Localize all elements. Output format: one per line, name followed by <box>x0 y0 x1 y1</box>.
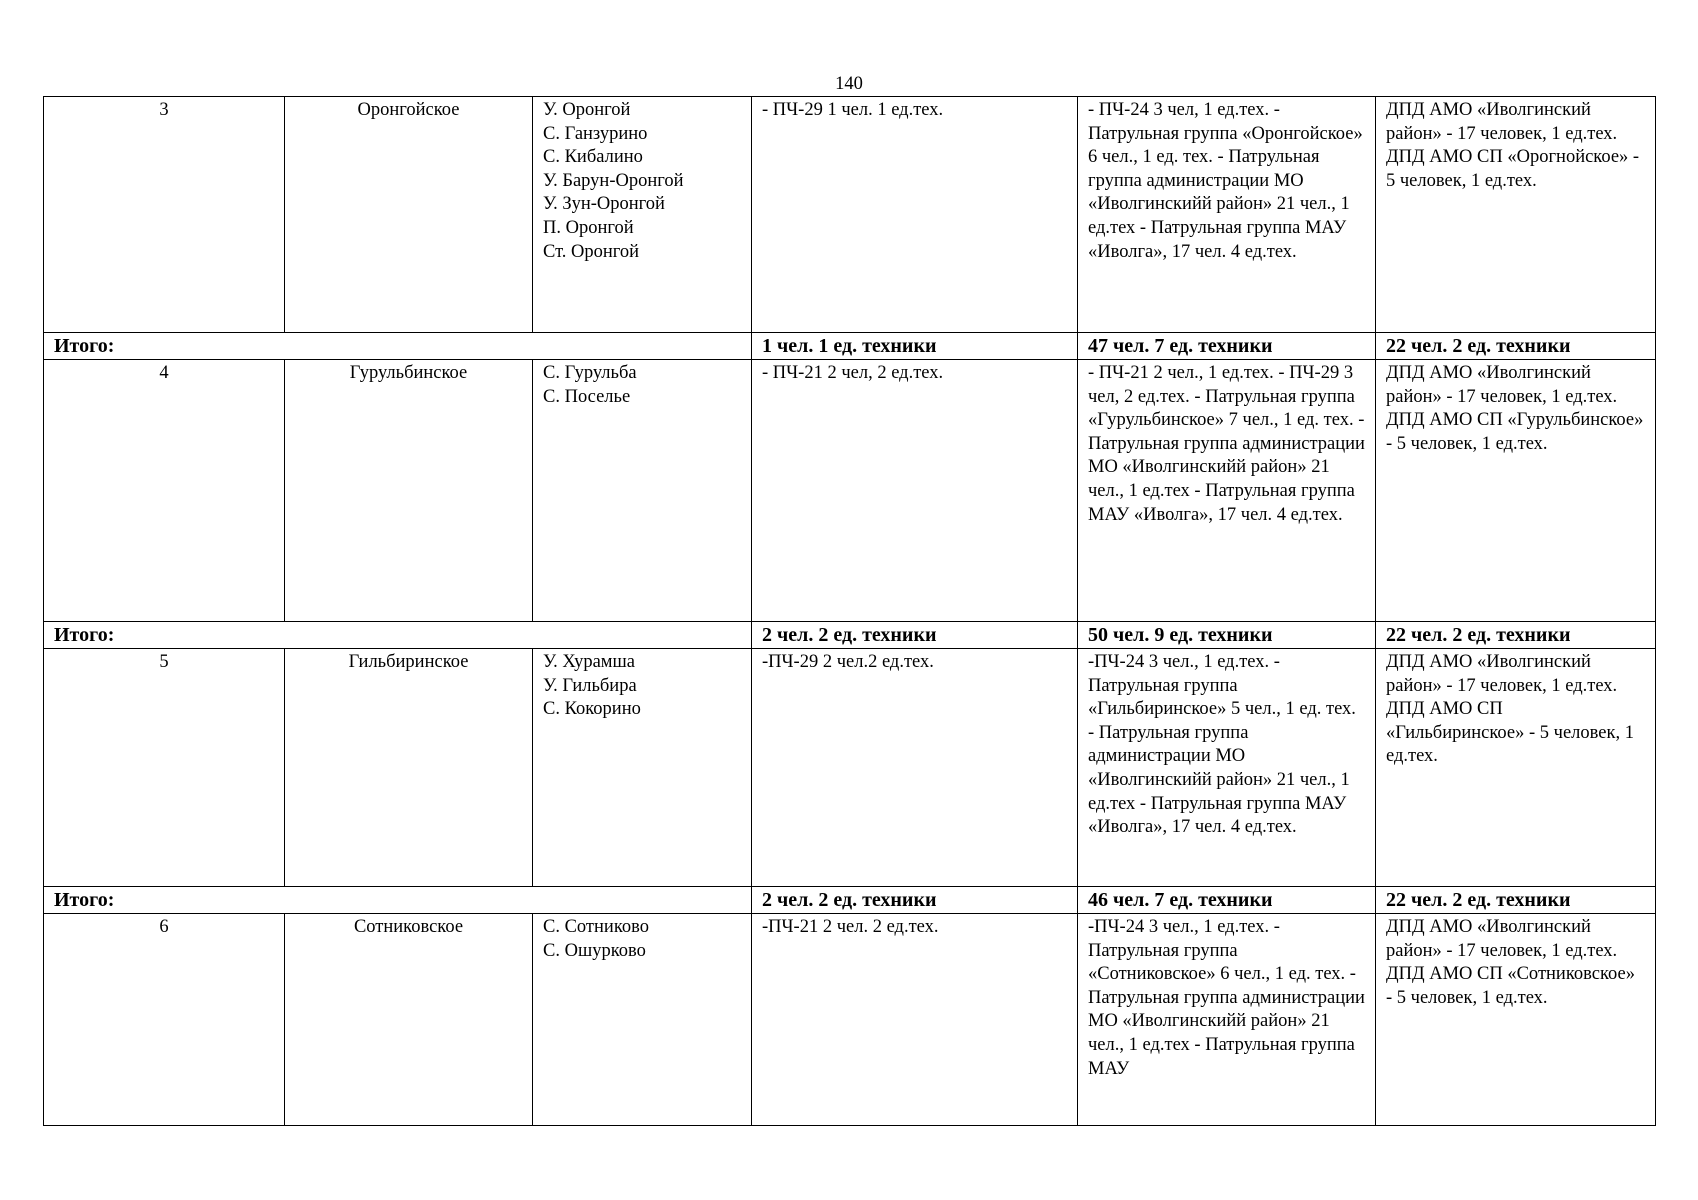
second-echelon-cell: - ПЧ-21 2 чел., 1 ед.тех. - ПЧ-29 3 чел, 2 ед.тех. - Патрульная группа «Гурульбинское» 7 чел., 1 ед. тех. - Патрульная группа администрации МО «Иволгинскийй район» 21 чел., 1 ед.тех - Патрульная группа МАУ «Иволга», 17 чел. 4 ед.тех. <box>1078 360 1376 622</box>
settlement-item: С. Кибалино <box>543 147 643 168</box>
settlements-cell <box>533 649 752 887</box>
settlement-item: С. Ганзурино <box>543 123 648 144</box>
total-third: 22 чел. 2 ед. техники <box>1376 887 1656 914</box>
settlement-item: У. Гильбира <box>543 675 637 696</box>
third-echelon-cell: ДПД АМО «Иволгинский район» - 17 человек, 1 ед.тех. ДПД АМО СП «Орогнойское» - 5 человек, 1 ед.тех. <box>1376 97 1656 333</box>
total-label: Итого: <box>44 887 752 914</box>
settlements-cell <box>533 914 752 1126</box>
total-second: 50 чел. 9 ед. техники <box>1078 622 1376 649</box>
settlement-item: С. Гурульба <box>543 363 637 383</box>
forces-table <box>43 96 1656 1126</box>
row-number: 6 <box>44 914 285 1126</box>
settlements-cell <box>533 360 752 622</box>
settlement-item: У. Барун-Оронгой <box>543 170 684 191</box>
first-echelon-cell: -ПЧ-29 2 чел.2 ед.тех. <box>752 649 1078 887</box>
total-first: 2 чел. 2 ед. техники <box>752 622 1078 649</box>
first-echelon-cell: - ПЧ-21 2 чел, 2 ед.тех. <box>752 360 1078 622</box>
settlement-name: Оронгойское <box>285 97 533 333</box>
settlement-item: У. Хурамша <box>543 652 635 672</box>
settlement-item: У. Оронгой <box>543 100 631 120</box>
settlement-item: С. Поселье <box>543 386 631 407</box>
total-second: 47 чел. 7 ед. техники <box>1078 333 1376 360</box>
settlement-name: Гильбиринское <box>285 649 533 887</box>
total-row <box>44 622 1656 649</box>
settlements-cell <box>533 97 752 333</box>
total-row <box>44 333 1656 360</box>
second-echelon-cell: -ПЧ-24 3 чел., 1 ед.тех. - Патрульная группа «Сотниковское» 6 чел., 1 ед. тех. - Патрульная группа администрации МО «Иволгинскийй район» 21 чел., 1 ед.тех - Патрульная группа МАУ <box>1078 914 1376 1126</box>
settlement-item: Ст. Оронгой <box>543 241 640 262</box>
table-row <box>44 97 1656 333</box>
settlement-item: С. Ошурково <box>543 940 646 961</box>
table-row <box>44 649 1656 887</box>
first-echelon-cell: -ПЧ-21 2 чел. 2 ед.тех. <box>752 914 1078 1126</box>
row-number: 5 <box>44 649 285 887</box>
total-third: 22 чел. 2 ед. техники <box>1376 333 1656 360</box>
table-row <box>44 914 1656 1126</box>
third-echelon-cell: ДПД АМО «Иволгинский район» - 17 человек, 1 ед.тех. ДПД АМО СП «Сотниковское» - 5 человек, 1 ед.тех. <box>1376 914 1656 1126</box>
settlement-item: У. Зун-Оронгой <box>543 194 665 215</box>
total-third: 22 чел. 2 ед. техники <box>1376 622 1656 649</box>
page-number: 140 <box>835 74 863 94</box>
settlement-item: С. Кокорино <box>543 699 641 720</box>
settlement-name: Сотниковское <box>285 914 533 1126</box>
total-row <box>44 887 1656 914</box>
row-number: 3 <box>44 97 285 333</box>
row-number: 4 <box>44 360 285 622</box>
total-label: Итого: <box>44 333 752 360</box>
second-echelon-cell: - ПЧ-24 3 чел, 1 ед.тех. - Патрульная группа «Оронгойское» 6 чел., 1 ед. тех. - Патрульная группа администрации МО «Иволгинскийй район» 21 чел., 1 ед.тех - Патрульная группа МАУ «Иволга», 17 чел. 4 ед.тех. <box>1078 97 1376 333</box>
settlement-item: С. Сотниково <box>543 917 649 937</box>
settlement-item: П. Оронгой <box>543 217 634 238</box>
table-row <box>44 360 1656 622</box>
total-first: 2 чел. 2 ед. техники <box>752 887 1078 914</box>
third-echelon-cell: ДПД АМО «Иволгинский район» - 17 человек, 1 ед.тех. ДПД АМО СП «Гурульбинское» - 5 человек, 1 ед.тех. <box>1376 360 1656 622</box>
total-label: Итого: <box>44 622 752 649</box>
first-echelon-cell: - ПЧ-29 1 чел. 1 ед.тех. <box>752 97 1078 333</box>
second-echelon-cell: -ПЧ-24 3 чел., 1 ед.тех. - Патрульная группа «Гильбиринское» 5 чел., 1 ед. тех. - Патрульная группа администрации МО «Иволгинскийй район» 21 чел., 1 ед.тех - Патрульная группа МАУ «Иволга», 17 чел. 4 ед.тех. <box>1078 649 1376 887</box>
total-first: 1 чел. 1 ед. техники <box>752 333 1078 360</box>
total-second: 46 чел. 7 ед. техники <box>1078 887 1376 914</box>
third-echelon-cell: ДПД АМО «Иволгинский район» - 17 человек, 1 ед.тех. ДПД АМО СП «Гильбиринское» - 5 человек, 1 ед.тех. <box>1376 649 1656 887</box>
settlement-name: Гурульбинское <box>285 360 533 622</box>
